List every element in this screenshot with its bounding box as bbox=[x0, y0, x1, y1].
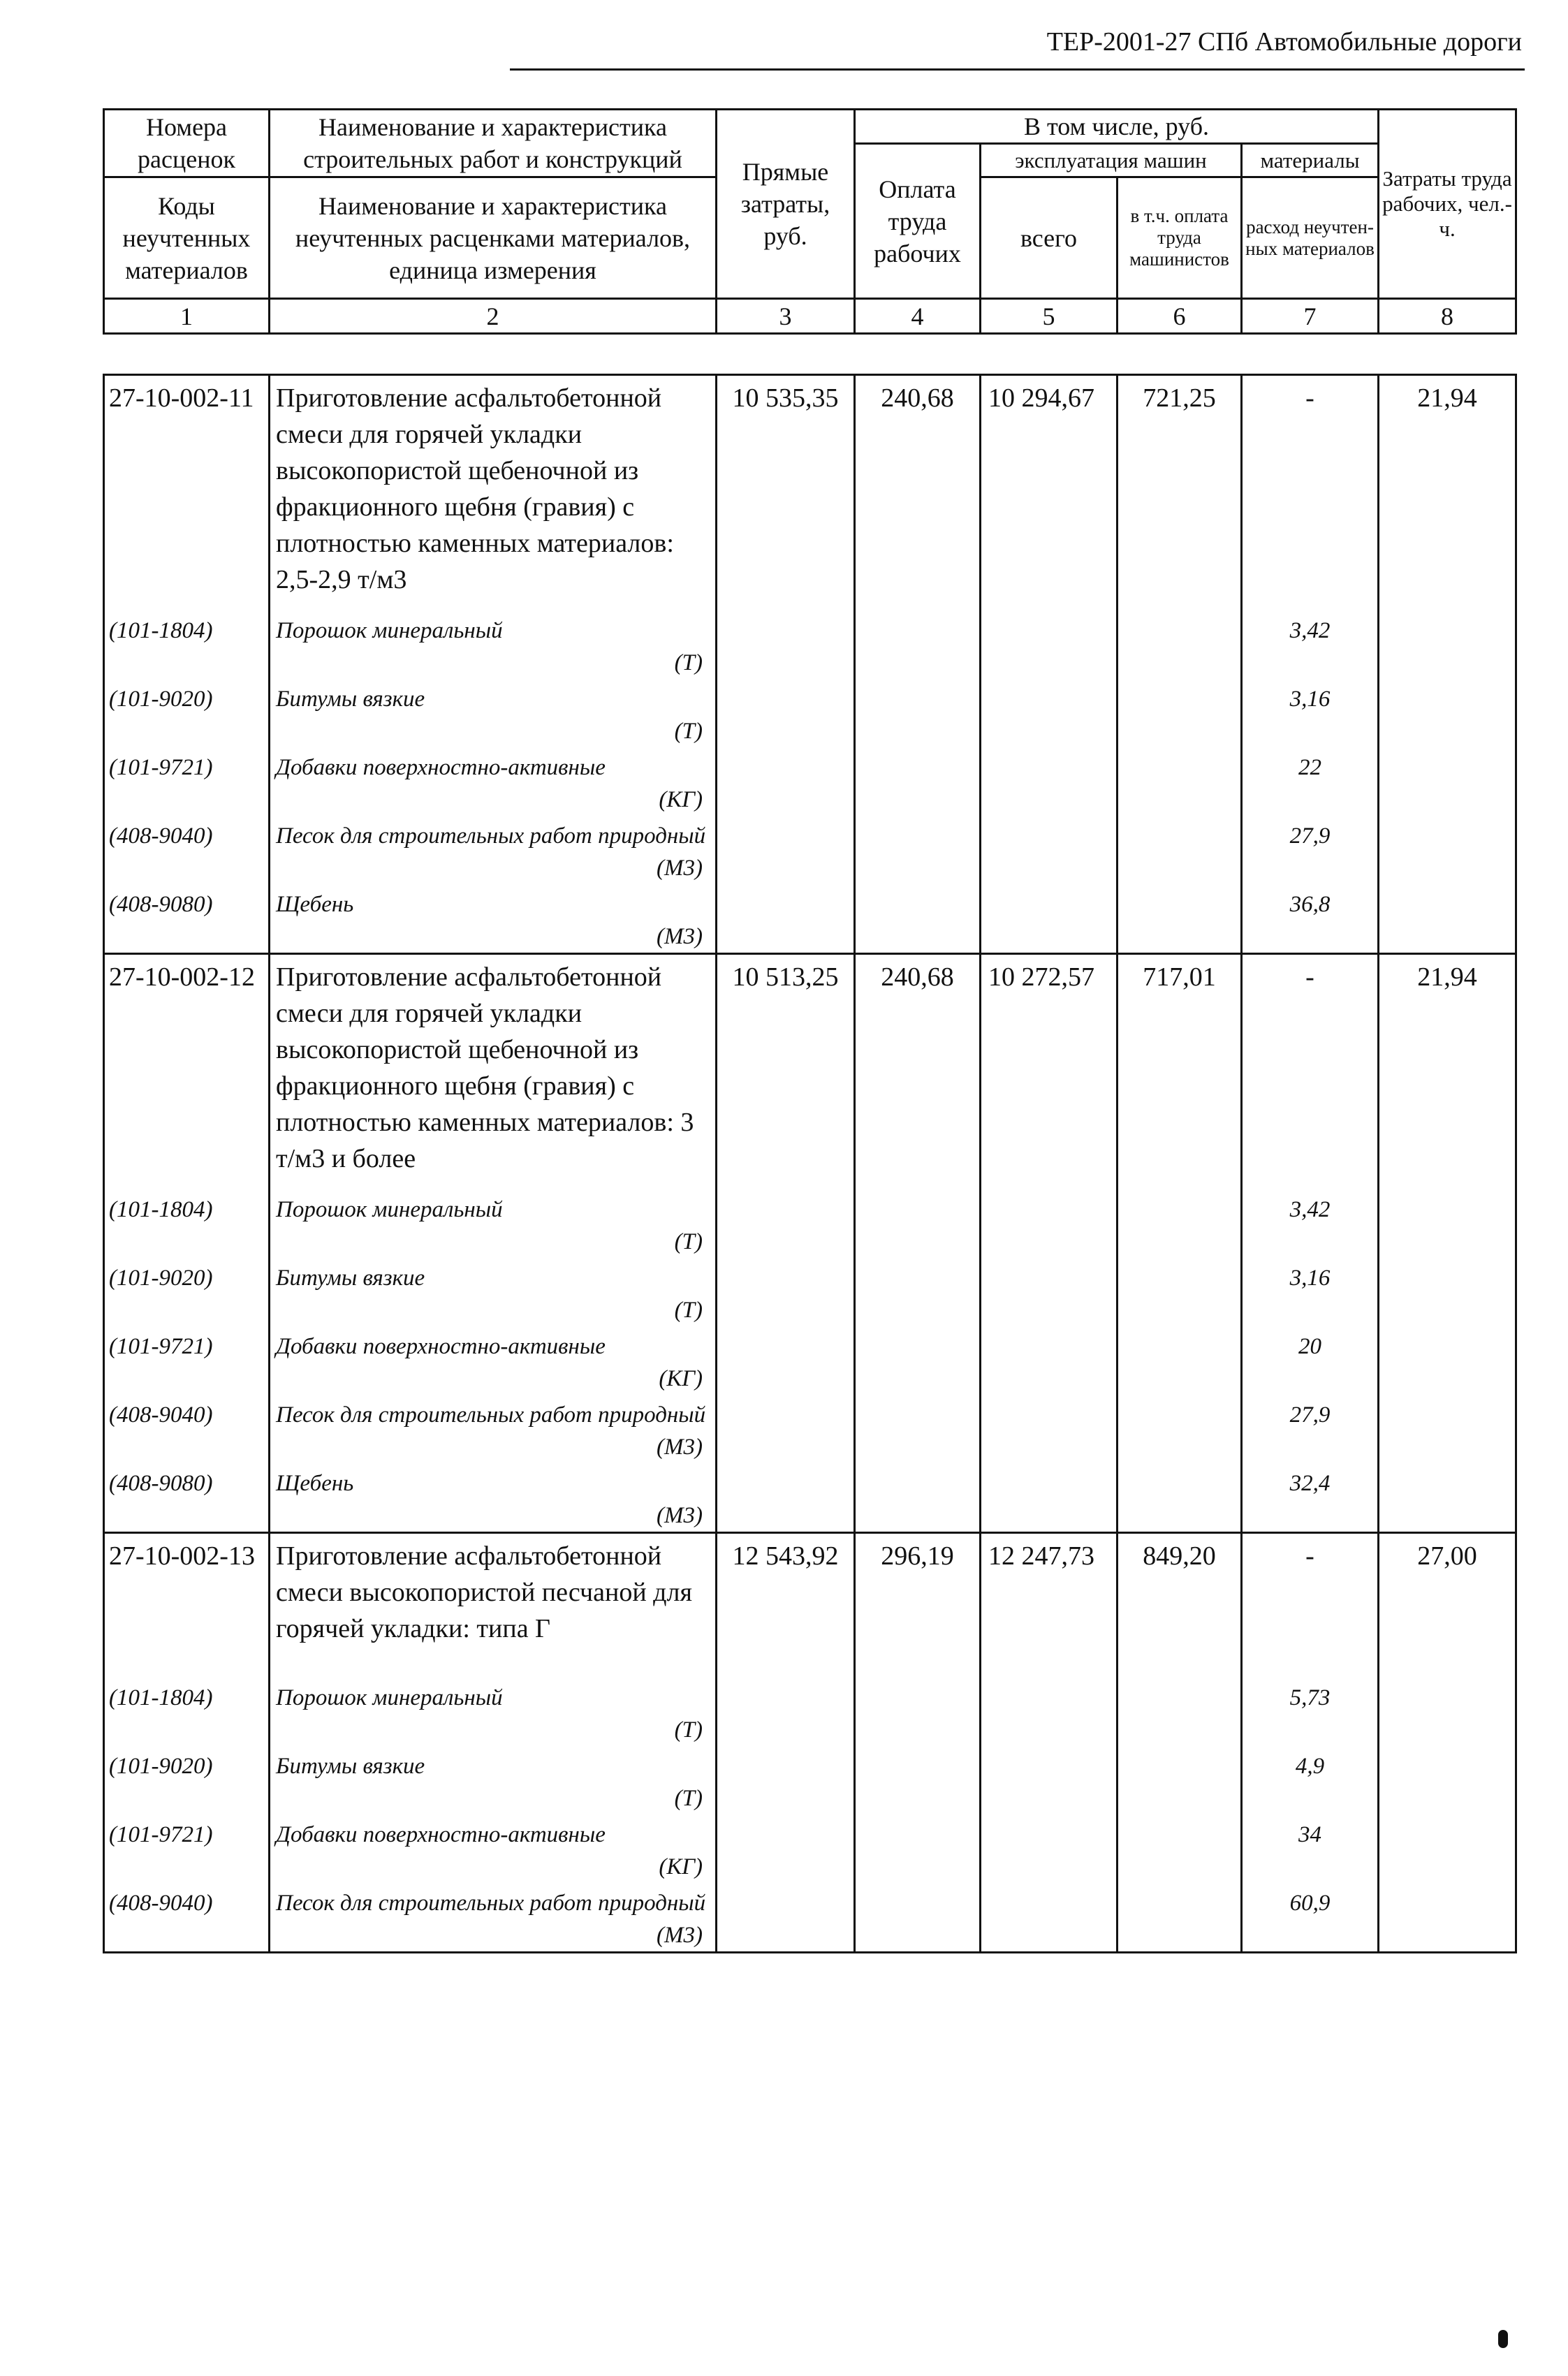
material-quantity: 36,8 bbox=[1242, 884, 1379, 954]
material-quantity: 3,16 bbox=[1242, 1258, 1379, 1326]
machines-total: 10 294,67 bbox=[981, 375, 1118, 611]
material-name: Добавки поверхностно-активные bbox=[276, 1822, 606, 1847]
material-row bbox=[104, 610, 1516, 679]
rate-row bbox=[104, 954, 1516, 1190]
material-unit: (Т) bbox=[674, 1298, 703, 1323]
material-unit: (КГ) bbox=[659, 1854, 703, 1879]
direct-costs: 10 535,35 bbox=[717, 375, 855, 611]
materials-value: - bbox=[1242, 954, 1379, 1190]
material-code: (101-1804) bbox=[104, 610, 270, 679]
material-row bbox=[104, 884, 1516, 954]
machinists-pay: 849,20 bbox=[1118, 1533, 1242, 1678]
material-name: Порошок минеральный bbox=[276, 618, 503, 643]
header-labor-hours: Затраты труда рабочих, чел.-ч. bbox=[1379, 110, 1516, 299]
material-quantity: 27,9 bbox=[1242, 816, 1379, 884]
material-row bbox=[104, 1395, 1516, 1463]
material-quantity: 34 bbox=[1242, 1814, 1379, 1883]
material-row bbox=[104, 1746, 1516, 1814]
material-unit: (М3) bbox=[657, 856, 703, 881]
machines-total: 12 247,73 bbox=[981, 1533, 1118, 1678]
material-code: (101-9020) bbox=[104, 1258, 270, 1326]
column-number: 2 bbox=[270, 299, 717, 334]
material-code: (101-1804) bbox=[104, 1678, 270, 1746]
material-code: (101-9721) bbox=[104, 1326, 270, 1395]
rates-table bbox=[103, 374, 1517, 1953]
labor-hours: 21,94 bbox=[1379, 375, 1516, 611]
header-labor-pay: Оплата труда рабочих bbox=[855, 144, 981, 299]
header-including-group: В том числе, руб. bbox=[855, 110, 1379, 144]
material-quantity: 22 bbox=[1242, 747, 1379, 816]
machinists-pay: 721,25 bbox=[1118, 375, 1242, 611]
material-code: (101-9721) bbox=[104, 747, 270, 816]
material-unit: (Т) bbox=[674, 650, 703, 675]
material-row bbox=[104, 1258, 1516, 1326]
material-code: (408-9040) bbox=[104, 1883, 270, 1953]
material-quantity: 20 bbox=[1242, 1326, 1379, 1395]
column-number: 5 bbox=[981, 299, 1118, 334]
material-unit: (КГ) bbox=[659, 1366, 703, 1391]
material-name: Добавки поверхностно-активные bbox=[276, 755, 606, 780]
column-number: 8 bbox=[1379, 299, 1516, 334]
rate-code: 27-10-002-12 bbox=[104, 954, 270, 1190]
header-machine-operation: эксплуатация машин bbox=[981, 144, 1242, 177]
material-row bbox=[104, 679, 1516, 747]
material-unit: (Т) bbox=[674, 1717, 703, 1743]
material-code: (408-9040) bbox=[104, 816, 270, 884]
material-code: (101-9020) bbox=[104, 679, 270, 747]
material-row bbox=[104, 747, 1516, 816]
material-quantity: 3,42 bbox=[1242, 610, 1379, 679]
header-machinists-pay: в т.ч. оплата труда машинистов bbox=[1118, 177, 1242, 299]
column-number: 4 bbox=[855, 299, 981, 334]
material-unit: (КГ) bbox=[659, 787, 703, 812]
column-number: 7 bbox=[1242, 299, 1379, 334]
header-col1-bottom: Коды неучтенных материалов bbox=[104, 177, 270, 299]
rate-code: 27-10-002-13 bbox=[104, 1533, 270, 1678]
material-name: Щебень bbox=[276, 1471, 354, 1496]
material-code: (101-9721) bbox=[104, 1814, 270, 1883]
material-quantity: 32,4 bbox=[1242, 1463, 1379, 1533]
column-number: 3 bbox=[717, 299, 855, 334]
materials-value: - bbox=[1242, 375, 1379, 611]
labor-pay: 240,68 bbox=[855, 954, 981, 1190]
material-quantity: 3,42 bbox=[1242, 1189, 1379, 1258]
header-direct-costs: Прямые затраты, руб. bbox=[717, 110, 855, 299]
material-row bbox=[104, 1814, 1516, 1883]
material-unit: (М3) bbox=[657, 1435, 703, 1460]
material-code: (101-1804) bbox=[104, 1189, 270, 1258]
machines-total: 10 272,57 bbox=[981, 954, 1118, 1190]
rate-row bbox=[104, 375, 1516, 611]
material-code: (408-9080) bbox=[104, 884, 270, 954]
material-name: Порошок минеральный bbox=[276, 1197, 503, 1222]
material-unit: (М3) bbox=[657, 924, 703, 949]
material-quantity: 60,9 bbox=[1242, 1883, 1379, 1953]
material-row bbox=[104, 1189, 1516, 1258]
material-name: Песок для строительных работ природный bbox=[276, 1891, 706, 1916]
material-row bbox=[104, 1883, 1516, 1953]
material-code: (101-9020) bbox=[104, 1746, 270, 1814]
material-name: Песок для строительных работ природный bbox=[276, 1402, 706, 1428]
labor-hours: 27,00 bbox=[1379, 1533, 1516, 1678]
material-unit: (Т) bbox=[674, 1786, 703, 1811]
column-number: 6 bbox=[1118, 299, 1242, 334]
material-name: Щебень bbox=[276, 892, 354, 917]
labor-pay: 240,68 bbox=[855, 375, 981, 611]
labor-pay: 296,19 bbox=[855, 1533, 981, 1678]
header-unaccounted-materials: расход неучтен-ных материалов bbox=[1242, 177, 1379, 299]
machinists-pay: 717,01 bbox=[1118, 954, 1242, 1190]
material-row bbox=[104, 1463, 1516, 1533]
material-unit: (Т) bbox=[674, 719, 703, 744]
material-quantity: 27,9 bbox=[1242, 1395, 1379, 1463]
direct-costs: 10 513,25 bbox=[717, 954, 855, 1190]
rate-name: Приготовление асфальтобетонной смеси для горячей укладки высокопористой щебеночной из фракционного щебня (гравия) с плотностью каменных материалов: 2,5-2,9 т/м3 bbox=[270, 375, 717, 611]
rate-row bbox=[104, 1533, 1516, 1678]
material-name: Песок для строительных работ природный bbox=[276, 823, 706, 849]
header-col2-bottom: Наименование и характеристика неучтенных расценками материалов, единица измерения bbox=[270, 177, 717, 299]
material-name: Добавки поверхностно-активные bbox=[276, 1334, 606, 1359]
rate-name: Приготовление асфальтобетонной смеси высокопористой песчаной для горячей укладки: типа Г bbox=[270, 1533, 717, 1678]
header-rate-number: Номера расценок bbox=[104, 110, 270, 177]
material-code: (408-9080) bbox=[104, 1463, 270, 1533]
material-name: Битумы вязкие bbox=[276, 1754, 425, 1779]
material-name: Порошок минеральный bbox=[276, 1685, 503, 1710]
material-row bbox=[104, 816, 1516, 884]
rate-code: 27-10-002-11 bbox=[104, 375, 270, 611]
material-name: Битумы вязкие bbox=[276, 687, 425, 712]
material-name: Битумы вязкие bbox=[276, 1266, 425, 1291]
header-work-name: Наименование и характеристика строительных работ и конструкций bbox=[270, 110, 717, 177]
page-mark bbox=[1498, 2330, 1508, 2348]
running-header: ТЕР-2001-27 СПб Автомобильные дороги bbox=[1046, 27, 1522, 57]
labor-hours: 21,94 bbox=[1379, 954, 1516, 1190]
material-unit: (М3) bbox=[657, 1503, 703, 1528]
material-quantity: 4,9 bbox=[1242, 1746, 1379, 1814]
material-quantity: 5,73 bbox=[1242, 1678, 1379, 1746]
material-unit: (Т) bbox=[674, 1229, 703, 1254]
rate-name: Приготовление асфальтобетонной смеси для горячей укладки высокопористой щебеночной из фракционного щебня (гравия) с плотностью каменных материалов: 3 т/м3 и более bbox=[270, 954, 717, 1190]
material-row bbox=[104, 1678, 1516, 1746]
header-machines-total: всего bbox=[981, 177, 1118, 299]
direct-costs: 12 543,92 bbox=[717, 1533, 855, 1678]
material-code: (408-9040) bbox=[104, 1395, 270, 1463]
material-quantity: 3,16 bbox=[1242, 679, 1379, 747]
table-header bbox=[103, 108, 1517, 335]
column-number: 1 bbox=[104, 299, 270, 334]
material-row bbox=[104, 1326, 1516, 1395]
materials-value: - bbox=[1242, 1533, 1379, 1678]
header-materials: материалы bbox=[1242, 144, 1379, 177]
header-rule bbox=[510, 68, 1525, 71]
material-unit: (М3) bbox=[657, 1923, 703, 1948]
